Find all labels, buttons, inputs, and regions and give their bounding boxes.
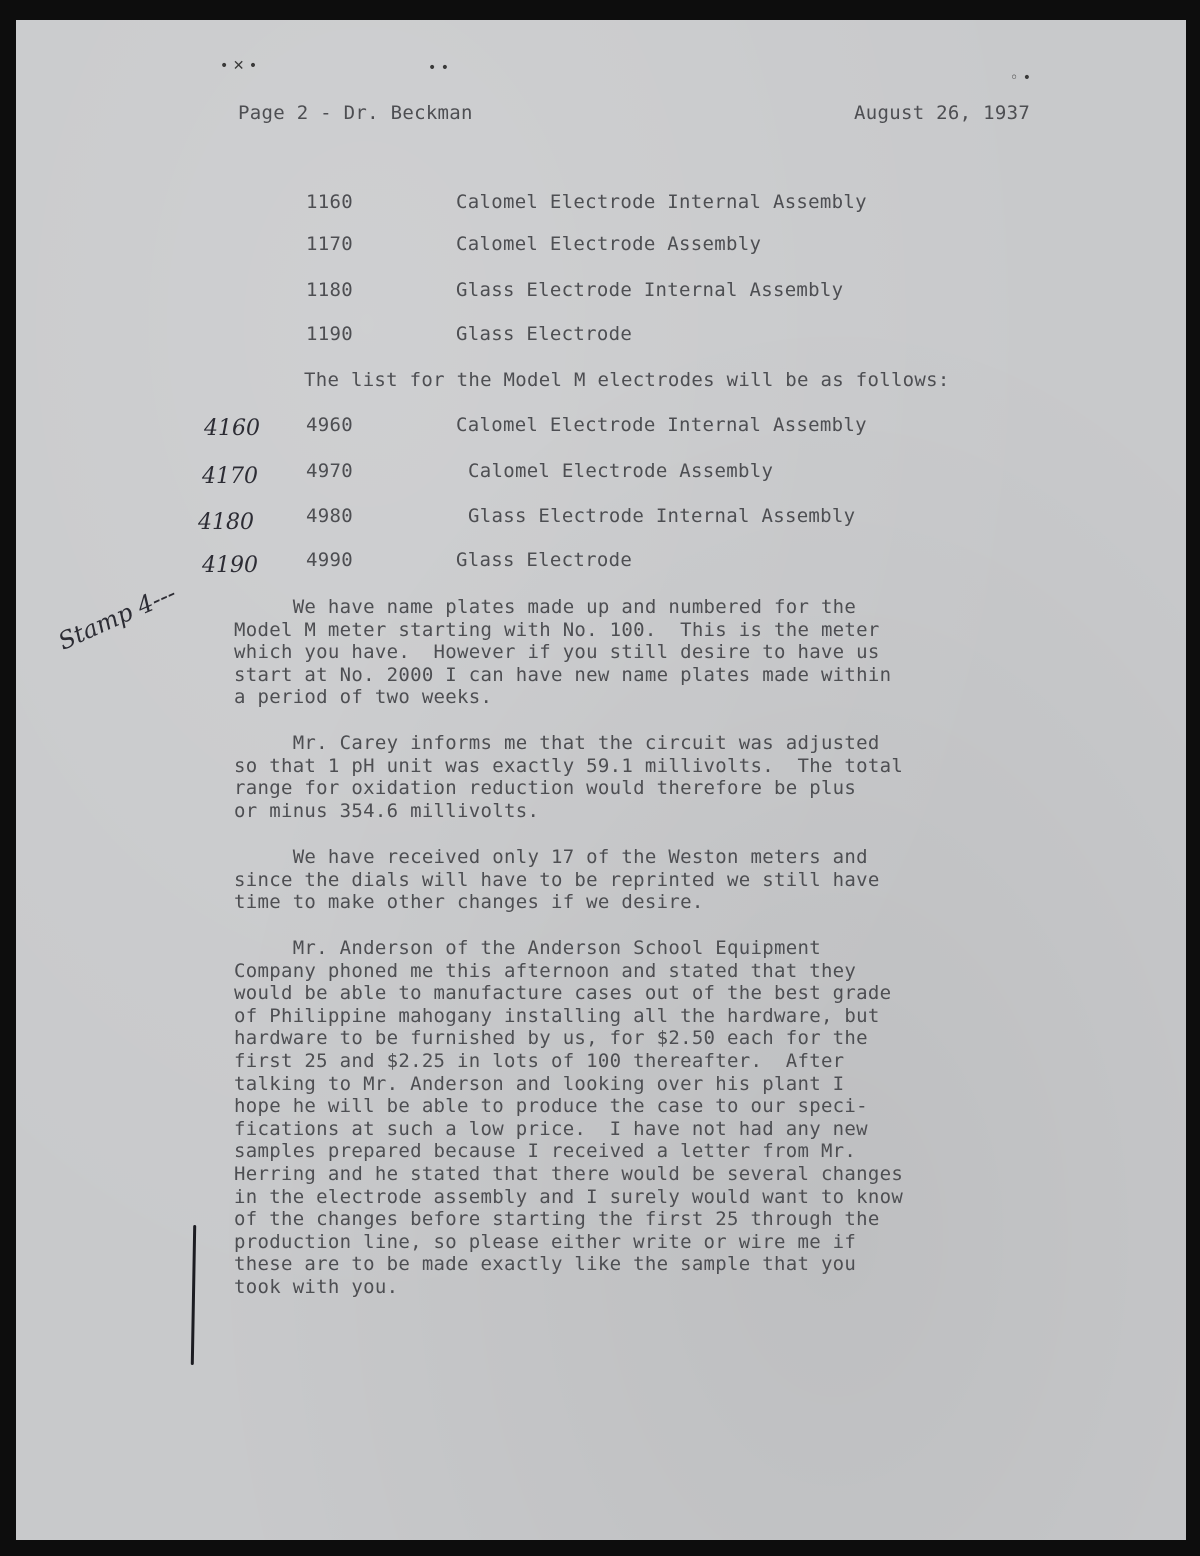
margin-annotation: Stamp 4--- [54, 578, 181, 656]
part-number: 1190 [306, 323, 353, 345]
part-description: Calomel Electrode Assembly [468, 460, 774, 482]
part-description: Glass Electrode [456, 549, 633, 571]
letter-page [16, 20, 1186, 1540]
part-description: Calomel Electrode Assembly [456, 233, 762, 255]
letter-date: August 26, 1937 [854, 102, 1031, 124]
part-description: Calomel Electrode Internal Assembly [456, 414, 867, 436]
paragraph-weston-meters: We have received only 17 of the Weston meters and since the dials will have to be reprinted we still have time to make other changes if we desire. [234, 846, 880, 914]
part-number: 4970 [306, 460, 353, 482]
part-number: 1170 [306, 233, 353, 255]
page-header: Page 2 - Dr. Beckman [238, 102, 473, 124]
list-intro: The list for the Model M electrodes will be as follows: [304, 369, 950, 391]
part-number: 1180 [306, 279, 353, 301]
paragraph-anderson: Mr. Anderson of the Anderson School Equipment Company phoned me this afternoon and stated that they would be able to manufacture cases out of the best grade of Philippine mahogany installing all the hardware, but hardware to be furnished by us, for $2.50 each for the first 25 and $2.25 in lots of 100 thereafter. After talking to Mr. Anderson and looking over his plant I hope he will be able to produce the case to our speci- fications at such a low price. I have not had any new samples prepared because I received a letter from Mr. Herring and he stated that there would be several changes in the electrode assembly and I surely would want to know of the changes before starting the first 25 through the production line, so please either write or wire me if these are to be made exactly like the sample that you took with you. [234, 937, 904, 1298]
part-description: Glass Electrode Internal Assembly [456, 279, 844, 301]
paragraph-name-plates: We have name plates made up and numbered for the Model M meter starting with No. 100. This is the meter which you have. However if you still desire to have us start at No. 2000 I can have new name plates made within a period of two weeks. [234, 596, 892, 709]
handwritten-part-number: 4160 [204, 416, 260, 441]
staple-marks-center: • • [428, 60, 449, 76]
handwritten-part-number: 4170 [202, 464, 258, 489]
handwritten-part-number: 4180 [198, 510, 254, 535]
paragraph-circuit: Mr. Carey informs me that the circuit was adjusted so that 1 pH unit was exactly 59.1 millivolts. The total range for oxidation reduction would therefore be plus or minus 354.6 millivolts. [234, 732, 904, 822]
handwritten-part-number: 4190 [202, 553, 258, 578]
staple-marks-left: • ✕ • [220, 58, 258, 74]
part-number: 4960 [306, 414, 353, 436]
staple-marks-right: ◦ • [1010, 70, 1031, 86]
part-number: 1160 [306, 191, 353, 213]
part-description: Calomel Electrode Internal Assembly [456, 191, 867, 213]
part-number: 4990 [306, 549, 353, 571]
part-description: Glass Electrode Internal Assembly [468, 505, 856, 527]
part-number: 4980 [306, 505, 353, 527]
part-description: Glass Electrode [456, 323, 633, 345]
margin-pen-line [191, 1225, 196, 1365]
